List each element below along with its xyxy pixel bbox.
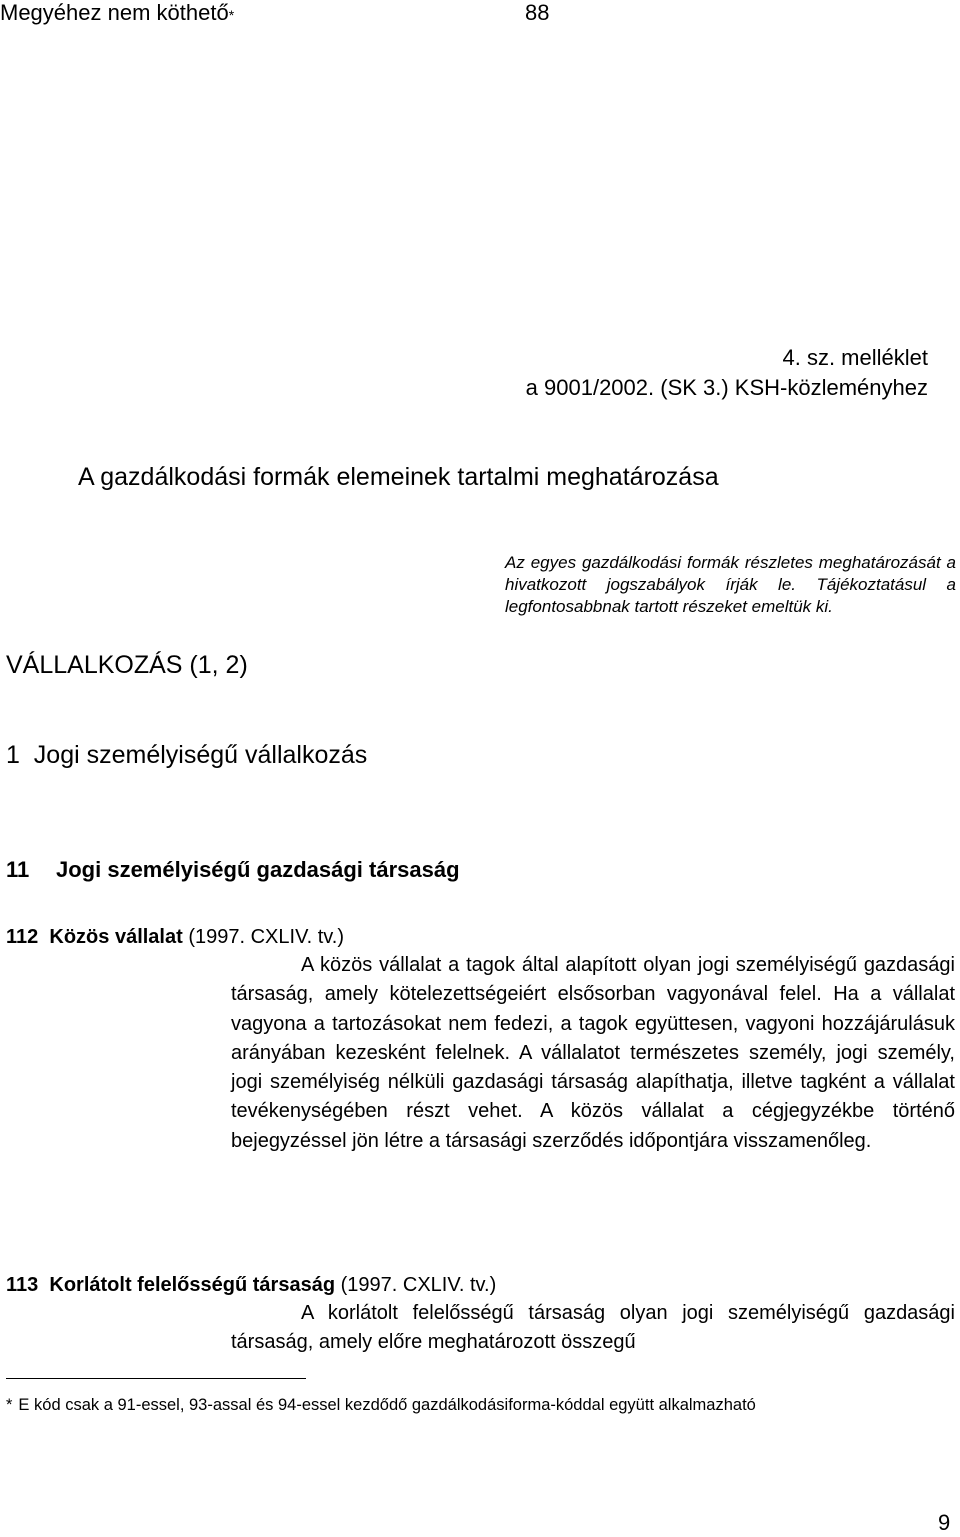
section-11-code: 11 [6, 857, 30, 882]
item-heading-113 [6, 1271, 496, 1299]
annex-reference [526, 343, 928, 403]
footnote [6, 1393, 866, 1417]
page-number: 9 [938, 1510, 951, 1535]
page-title: A gazdálkodási formák elemeinek tartalmi meghatározása [78, 463, 719, 491]
item-heading-112 [6, 923, 344, 951]
running-title-mark: * [228, 7, 235, 23]
item-text-113: A korlátolt felelősségű társaság olyan jogi személyiségű gazdasági társaság, amely előre meghatározott összegű [231, 1302, 955, 1354]
footnote-text: E kód csak a 91-essel, 93-assal és 94-essel kezdődő gazdálkodásiforma-kóddal együtt alkalmazható [18, 1396, 756, 1414]
item-code: 113 [6, 1274, 39, 1296]
running-header [0, 0, 234, 26]
item-reference: (1997. CXLIV. tv.) [340, 1274, 497, 1296]
section-11-label: Jogi személyiségű gazdasági társaság [56, 857, 460, 882]
annex-line-2: a 9001/2002. (SK 3.) KSH-közleményhez [525, 375, 928, 400]
section-heading-main: VÁLLALKOZÁS (1, 2) [6, 651, 248, 679]
italic-note: Az egyes gazdálkodási formák részletes meghatározását a hivatkozott jogszabályok írják le. Tájékoztatásul a legfontosabbnak tartott részeket emeltük ki. [505, 553, 956, 616]
item-reference: (1997. CXLIV. tv.) [188, 926, 344, 948]
running-title: Megyéhez nem köthető [0, 0, 229, 25]
footnote-divider [6, 1378, 306, 1379]
header-number: 88 [525, 0, 550, 25]
annex-line-1: 4. sz. melléklet [782, 345, 928, 370]
item-code: 112 [6, 926, 39, 948]
section-heading-11 [6, 856, 460, 884]
footnote-mark: * [6, 1396, 13, 1414]
section-heading-1: 1 Jogi személyiségű vállalkozás [6, 741, 368, 769]
item-text-112: A közös vállalat a tagok által alapított olyan jogi személyiségű gazdasági társaság, amely kötelezettségeiért elsősorban vagyonával felel. Ha a vállalat vagyona a tartozásokat nem fedezi, a tagok együttesen, vagyoni hozzájárulásuk arányában kezesként felelnek. A vállalatot természetes személy, jogi személy, jogi személyiség nélküli gazdasági társaság alapíthatja, illetve tagként a vállalat tevékenységében részt vehet. A közös vállalat a cégjegyzékbe történő bejegyzéssel jön létre a társasági szerződés időpontjára visszamenőleg. [231, 954, 955, 1152]
item-name: Korlátolt felelősségű társaság [49, 1274, 336, 1296]
item-name: Közös vállalat [49, 926, 183, 948]
